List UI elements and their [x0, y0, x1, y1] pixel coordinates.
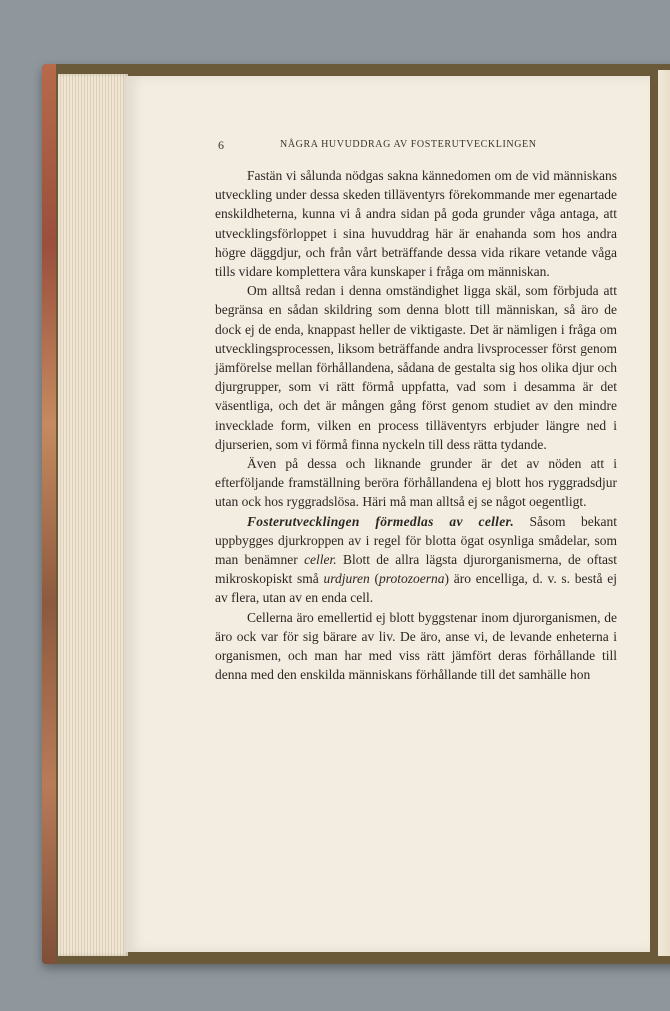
page-stack — [58, 74, 128, 956]
section-heading: Fosterutvecklingen förmedlas av celler. — [247, 513, 515, 529]
paragraph-4-part-2: Blott de allra lägsta djurorganismerna, de oftast mikroskopiskt små — [215, 552, 618, 587]
book-page — [126, 76, 650, 952]
term-protozoerna: protozoerna — [379, 571, 445, 587]
book — [42, 64, 670, 964]
paragraph-4 — [215, 512, 617, 608]
paragraph-5: Cellerna äro emellertid ej blott byggstenar inom djurorganismen, de äro ock var för sig bärare av liv. De äro, anse vi, de levande enheterna i organismen, och man har med viss rätt jämfört deras förhållande till denna med den enskilda människans förhållande till det samhälle hon — [215, 609, 617, 683]
facing-page-edge — [658, 70, 670, 956]
page-number: 6 — [218, 138, 225, 152]
paren-open: ( — [374, 571, 379, 587]
paragraph-2: Om alltså redan i denna omständighet ligga skäl, som förbjuda att begränsa en sådan skildring som denna blott till människan, så äro de dock ej de enda, knappast heller de viktigaste. Det är nämligen i fråga om utvecklingsprocessen, liksom beträffande andra livsprocesser först genom jämförelse mellan förhållandena, sådana de gestalta sig hos olika djur och djurgrupper, som vi rätt förmå uppfatta, vad som i desamma är det väsentliga, och det är mången gång först genom studiet av den mindre invecklade form, vilken en process tilläventyrs erbjuder längre ned i djurserien, som vi förmå finna nyckeln till dess rätta tydande. — [215, 283, 617, 452]
paragraph-4-part-3: äro encelliga, d. v. s. bestå ej av flera, utan av en enda cell. — [215, 571, 618, 606]
paragraph-4-part-1: Såsom bekant uppbygges djurkroppen av i regel för blotta ögat osynliga smådelar, som man benämner — [215, 513, 617, 568]
running-head-title: NÅGRA HUVUDDRAG AV FOSTERUTVECKLINGEN — [280, 139, 537, 150]
term-celler: celler. — [304, 552, 337, 568]
body-text — [215, 166, 617, 684]
paren-close: ) — [444, 571, 450, 587]
marbled-edge — [42, 64, 56, 964]
paragraph-3: Även på dessa och liknande grunder är det av nöden att i efterföljande framställning beröra förhållandena ej blott hos ryggradsdjur utan ock hos ryggradslösa. Häri må man alltså ej se något oegentligt. — [215, 456, 617, 510]
term-urdjuren: urdjuren — [323, 571, 370, 587]
paragraph-1: Fastän vi sålunda nödgas sakna kännedomen om de vid människans utveckling under dessa skeden tilläventyrs förekommande mer egenartade enskildheterna, kunna vi å andra sidan på goda grunder våga antaga, att utvecklingsförloppet i sina huvuddrag här är enahanda som hos andra högre däggdjur, och från vårt beträffande dessa vida rikare vetande våga tills vidare komplettera våra kunskaper i fråga om människan. — [215, 168, 617, 280]
